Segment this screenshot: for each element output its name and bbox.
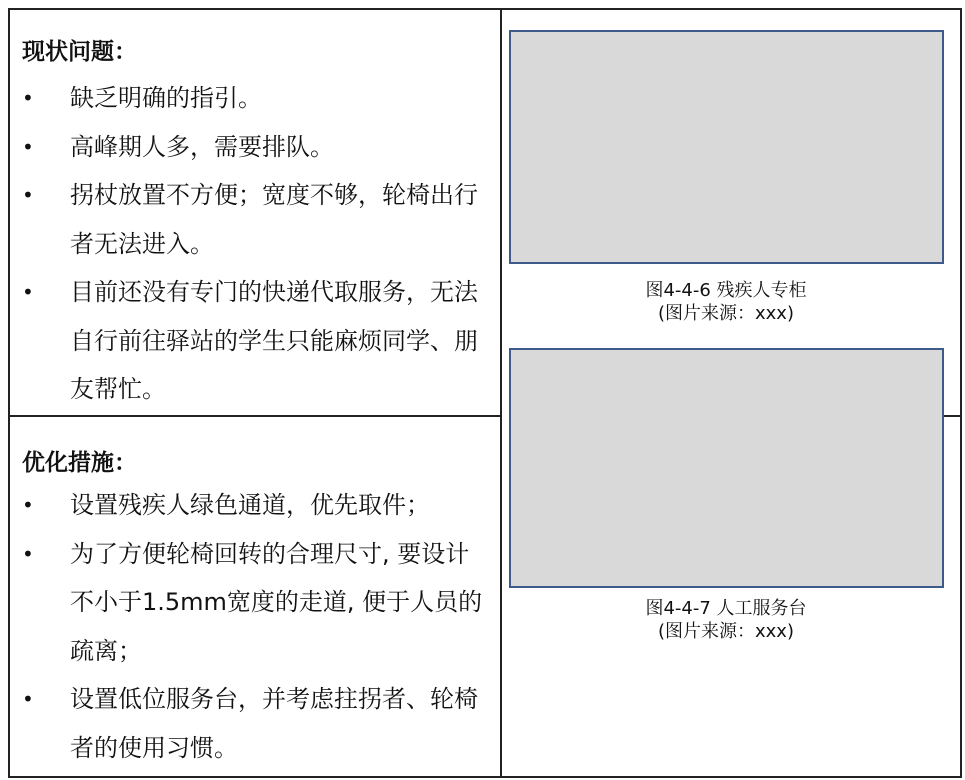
- bullet-icon: •: [22, 687, 34, 711]
- figure-title: 图4-4-6 残疾人专柜: [645, 280, 807, 301]
- bullet-icon: •: [22, 134, 34, 159]
- list-item: • 缺乏明确的指引。: [22, 74, 487, 123]
- bullet-icon: •: [22, 493, 34, 517]
- figure-title: 图4-4-7 人工服务台: [645, 598, 807, 619]
- row-divider-left: [8, 415, 502, 417]
- bullet-icon: •: [22, 541, 34, 566]
- list-item: • 高峰期人多，需要排队。: [22, 123, 487, 172]
- measures-title: 优化措施：: [22, 450, 137, 476]
- list-item: • 为了方便轮椅回转的合理尺寸, 要设计不小于1.5mm宽度的走道, 便于人员的疏离；: [22, 530, 487, 676]
- bullet-icon: •: [22, 183, 34, 207]
- problems-list: [22, 74, 487, 414]
- figure-source: (图片来源：xxx): [657, 303, 794, 324]
- problems-title: 现状问题：: [22, 39, 137, 65]
- figure-caption: [511, 279, 941, 325]
- figure-caption: [511, 597, 941, 643]
- bullet-icon: •: [22, 86, 34, 110]
- bullet-icon: •: [22, 280, 34, 304]
- list-item: • 设置低位服务台，并考虑拄拐者、轮椅者的使用习惯。: [22, 675, 487, 772]
- measures-list: [22, 481, 487, 772]
- list-item: • 拐杖放置不方便；宽度不够，轮椅出行者无法进入。: [22, 171, 487, 268]
- list-item: • 设置残疾人绿色通道，优先取件；: [22, 481, 487, 530]
- figure-source: (图片来源：xxx): [657, 621, 794, 642]
- column-divider: [500, 8, 502, 778]
- figure-image-placeholder: [509, 348, 944, 588]
- list-item: • 目前还没有专门的快递代取服务，无法自行前往驿站的学生只能麻烦同学、朋友帮忙。: [22, 268, 487, 414]
- figure-image-placeholder: [509, 30, 944, 264]
